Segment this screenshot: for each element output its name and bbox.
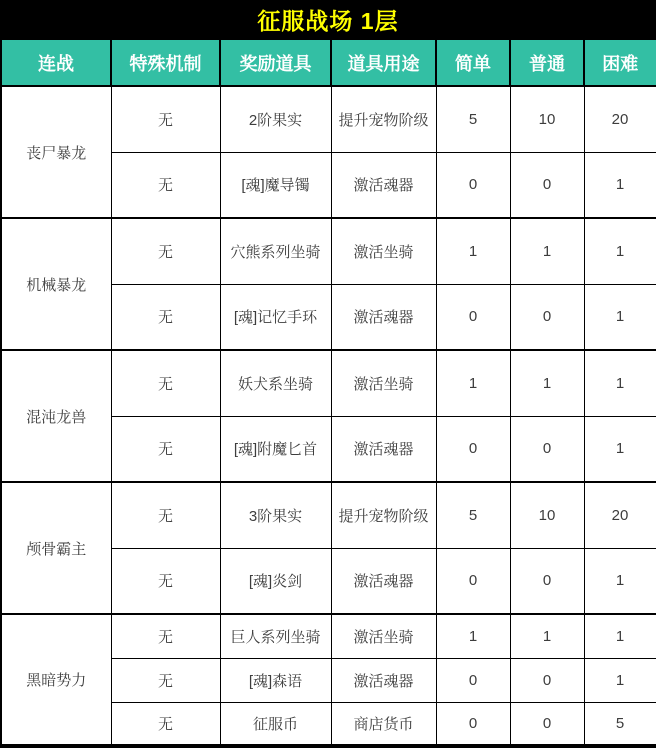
cell-hard: 1 [584,284,656,350]
column-header-hard: 困难 [584,39,656,86]
cell-easy: 0 [436,152,510,218]
cell-normal: 10 [510,482,584,548]
cell-usage: 商店货币 [331,702,436,746]
cell-hard: 1 [584,218,656,284]
cell-normal: 1 [510,218,584,284]
cell-item: [魂]森语 [220,658,331,702]
cell-mechanic: 无 [111,152,220,218]
cell-item: 2阶果实 [220,86,331,152]
cell-easy: 5 [436,482,510,548]
cell-usage: 激活魂器 [331,548,436,614]
cell-hard: 1 [584,152,656,218]
column-header-normal: 普通 [510,39,584,86]
cell-normal: 0 [510,284,584,350]
cell-hard: 1 [584,614,656,658]
cell-hard: 5 [584,702,656,746]
cell-item: 巨人系列坐骑 [220,614,331,658]
cell-item: [魂]记忆手环 [220,284,331,350]
cell-easy: 1 [436,350,510,416]
cell-easy: 1 [436,614,510,658]
cell-item: [魂]炎剑 [220,548,331,614]
cell-hard: 1 [584,350,656,416]
cell-normal: 10 [510,86,584,152]
cell-usage: 激活魂器 [331,416,436,482]
table-body [1,86,656,746]
cell-usage: 提升宠物阶级 [331,86,436,152]
cell-item: 妖犬系坐骑 [220,350,331,416]
cell-item: 穴熊系列坐骑 [220,218,331,284]
cell-mechanic: 无 [111,658,220,702]
cell-mechanic: 无 [111,614,220,658]
cell-usage: 激活坐骑 [331,218,436,284]
boss-name-cell: 机械暴龙 [1,218,111,350]
cell-easy: 0 [436,702,510,746]
cell-item: [魂]魔导镯 [220,152,331,218]
boss-name-cell: 黑暗势力 [1,614,111,746]
cell-easy: 5 [436,86,510,152]
table-row [1,614,656,658]
cell-usage: 激活坐骑 [331,350,436,416]
cell-item: 3阶果实 [220,482,331,548]
cell-mechanic: 无 [111,86,220,152]
table-row [1,482,656,548]
cell-usage: 激活坐骑 [331,614,436,658]
boss-name-cell: 颅骨霸主 [1,482,111,614]
cell-mechanic: 无 [111,548,220,614]
column-header-mechanic: 特殊机制 [111,39,220,86]
cell-hard: 20 [584,86,656,152]
cell-easy: 0 [436,658,510,702]
cell-normal: 1 [510,350,584,416]
cell-usage: 激活魂器 [331,658,436,702]
cell-usage: 激活魂器 [331,284,436,350]
cell-item: 征服币 [220,702,331,746]
cell-normal: 0 [510,702,584,746]
cell-mechanic: 无 [111,416,220,482]
reward-table [0,38,656,748]
table-row [1,86,656,152]
cell-usage: 激活魂器 [331,152,436,218]
column-header-boss: 连战 [1,39,111,86]
cell-normal: 0 [510,658,584,702]
boss-name-cell: 丧尸暴龙 [1,86,111,218]
cell-hard: 1 [584,658,656,702]
cell-easy: 0 [436,284,510,350]
cell-normal: 0 [510,548,584,614]
cell-normal: 0 [510,416,584,482]
header-row [1,39,656,86]
cell-mechanic: 无 [111,702,220,746]
cell-easy: 0 [436,416,510,482]
cell-mechanic: 无 [111,218,220,284]
cell-easy: 1 [436,218,510,284]
cell-mechanic: 无 [111,284,220,350]
cell-normal: 0 [510,152,584,218]
cell-normal: 1 [510,614,584,658]
table-header [1,39,656,86]
cell-hard: 1 [584,548,656,614]
cell-hard: 20 [584,482,656,548]
column-header-item-usage: 道具用途 [331,39,436,86]
cell-item: [魂]附魔匕首 [220,416,331,482]
title-bar [0,0,656,38]
cell-mechanic: 无 [111,482,220,548]
cell-usage: 提升宠物阶级 [331,482,436,548]
table-row [1,218,656,284]
column-header-easy: 简单 [436,39,510,86]
table-row [1,350,656,416]
page-title: 征服战场 1层 [257,7,399,34]
cell-easy: 0 [436,548,510,614]
cell-hard: 1 [584,416,656,482]
cell-mechanic: 无 [111,350,220,416]
boss-name-cell: 混沌龙兽 [1,350,111,482]
column-header-reward-item: 奖励道具 [220,39,331,86]
